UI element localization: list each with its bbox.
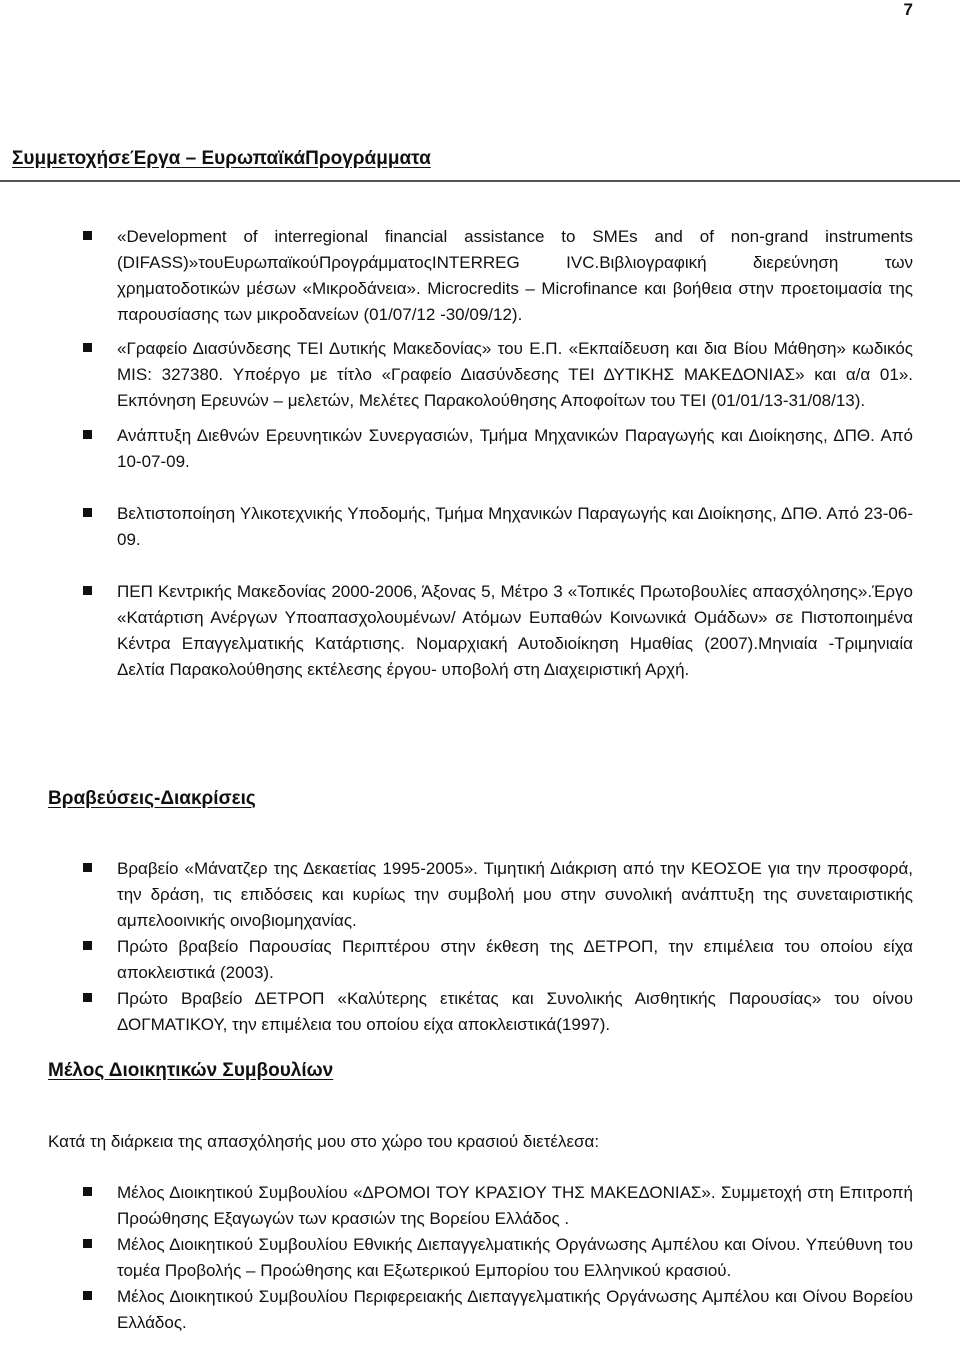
square-bullet-icon xyxy=(83,941,92,950)
square-bullet-icon xyxy=(83,343,92,352)
list-item-text: Βελτιστοποίηση Υλικοτεχνικής Υποδομής, Τμήμα Μηχανικών Παραγωγής και Διοίκησης, ΔΠΘ. Από 23-06-09. xyxy=(117,504,913,549)
square-bullet-icon xyxy=(83,993,92,1002)
square-bullet-icon xyxy=(83,1187,92,1196)
awards-heading: Βραβεύσεις-Διακρίσεις xyxy=(48,788,256,809)
list-item-text: «Γραφείο Διασύνδεσης ΤΕΙ Δυτικής Μακεδονίας» του Ε.Π. «Εκπαίδευση και δια Βίου Μάθηση» κωδικός MIS: 327380. Υποέργο με τίτλο «Γραφείο Διασύνδεσης ΤΕΙ ΔΥΤΙΚΗΣ ΜΑΚΕΔΟΝΙΑΣ» και α/α 01». Εκπόνηση Ερευνών – μελετών, Μελέτες Παρακολούθησης Αποφοίτων του ΤΕΙ (01/01/13-31/08/13). xyxy=(117,339,913,410)
list-item-text: Πρώτο Βραβείο ΔΕΤΡΟΠ «Καλύτερης ετικέτας και Συνολικής Αισθητικής Παρουσίας» του οίνου ΔΟΓΜΑΤΙΚΟΥ, την επιμέλεια του οποίου είχα αποκλειστικά(1997). xyxy=(117,989,913,1034)
square-bullet-icon xyxy=(83,863,92,872)
square-bullet-icon xyxy=(83,586,92,595)
list-item xyxy=(81,501,913,553)
page-number: 7 xyxy=(903,0,913,19)
list-item xyxy=(81,1232,913,1284)
list-item-text: «Development of interregional financial assistance to SMEs and of non-grand instruments (DIFASS)»τουΕυρωπαϊκούΠρογράμματοςINTERREG IVC.Βιβλιογραφική διερεύνηση των χρηματοδοτικών μέσων «Μικροδάνεια». Microcredits – Microfinance και βοήθεια στην προετοιμασία της παρουσίασης των μικροδανείων (01/07/12 -30/09/12). xyxy=(117,227,913,324)
square-bullet-icon xyxy=(83,1239,92,1248)
list-item xyxy=(81,423,913,475)
list-item-text: Μέλος Διοικητικού Συμβουλίου «ΔΡΟΜΟΙ ΤΟΥ ΚΡΑΣΙΟΥ ΤΗΣ ΜΑΚΕΔΟΝΙΑΣ». Συμμετοχή στη Επιτροπή Προώθησης Εξαγωγών των κρασιών της Βορείου Ελλάδος . xyxy=(117,1183,913,1228)
list-item-text: Πρώτο βραβείο Παρουσίας Περιπτέρου στην έκθεση της ΔΕΤΡΟΠ, την επιμέλεια του οποίου είχα αποκλειστικά (2003). xyxy=(117,937,913,982)
projects-heading: ΣυμμετοχήσεΈργα – ΕυρωπαϊκάΠρογράμματα xyxy=(12,148,431,169)
list-item xyxy=(81,224,913,328)
boards-intro: Κατά τη διάρκεια της απασχόλησής μου στο χώρο του κρασιού διετέλεσα: xyxy=(48,1132,600,1151)
list-item-text: Ανάπτυξη Διεθνών Ερευνητικών Συνεργασιών, Τμήμα Μηχανικών Παραγωγής και Διοίκησης, ΔΠΘ. Από 10-07-09. xyxy=(117,426,913,471)
square-bullet-icon xyxy=(83,430,92,439)
list-item xyxy=(81,336,913,414)
list-item xyxy=(81,986,913,1038)
list-item xyxy=(81,579,913,683)
list-item xyxy=(81,934,913,986)
square-bullet-icon xyxy=(83,231,92,240)
boards-list xyxy=(81,1180,913,1336)
list-item-text: Μέλος Διοικητικού Συμβουλίου Περιφερειακής Διεπαγγελματικής Οργάνωσης Αμπέλου και Οίνου Βορείου Ελλάδος. xyxy=(117,1287,913,1332)
list-item-text: ΠΕΠ Κεντρικής Μακεδονίας 2000-2006, Άξονας 5, Μέτρο 3 «Τοπικές Πρωτοβουλίες απασχόλησης».Έργο «Κατάρτιση Ανέργων Υποαπασχολουμένων/ Ατόμων Ευπαθών Κοινωνικά Ομάδων» σε Πιστοποιημένα Κέντρα Επαγγελματικής Κατάρτισης. Νομαρχιακή Αυτοδιοίκηση Ημαθίας (2007).Μηνιαία -Τριμηνιαία Δελτία Παρακολούθησης εκτέλεσης έργου- υποβολή στη Διαχειριστική Αρχή. xyxy=(117,582,913,679)
square-bullet-icon xyxy=(83,1291,92,1300)
list-item-text: Μέλος Διοικητικού Συμβουλίου Εθνικής Διεπαγγελματικής Οργάνωσης Αμπέλου και Οίνου. Υπεύθυνη του τομέα Προβολής – Προώθησης και Εξωτερικού Εμπορίου του Ελληνικού κρασιού. xyxy=(117,1235,913,1280)
heading-divider xyxy=(0,180,960,182)
boards-heading: Μέλος Διοικητικών Συμβουλίων xyxy=(48,1060,334,1081)
list-item xyxy=(81,1180,913,1232)
awards-list xyxy=(81,856,913,1038)
list-item-text: Βραβείο «Μάνατζερ της Δεκαετίας 1995-2005». Τιμητική Διάκριση από την ΚΕΟΣΟΕ για την προσφορά, την δράση, τις επιδόσεις και κυρίως την συμβολή μου στην συνολική ανάπτυξη της συνεταιριστικής αμπελοοινικής οινοβιομηχανίας. xyxy=(117,859,913,930)
square-bullet-icon xyxy=(83,508,92,517)
list-item xyxy=(81,856,913,934)
list-item xyxy=(81,1284,913,1336)
projects-list xyxy=(81,224,913,683)
